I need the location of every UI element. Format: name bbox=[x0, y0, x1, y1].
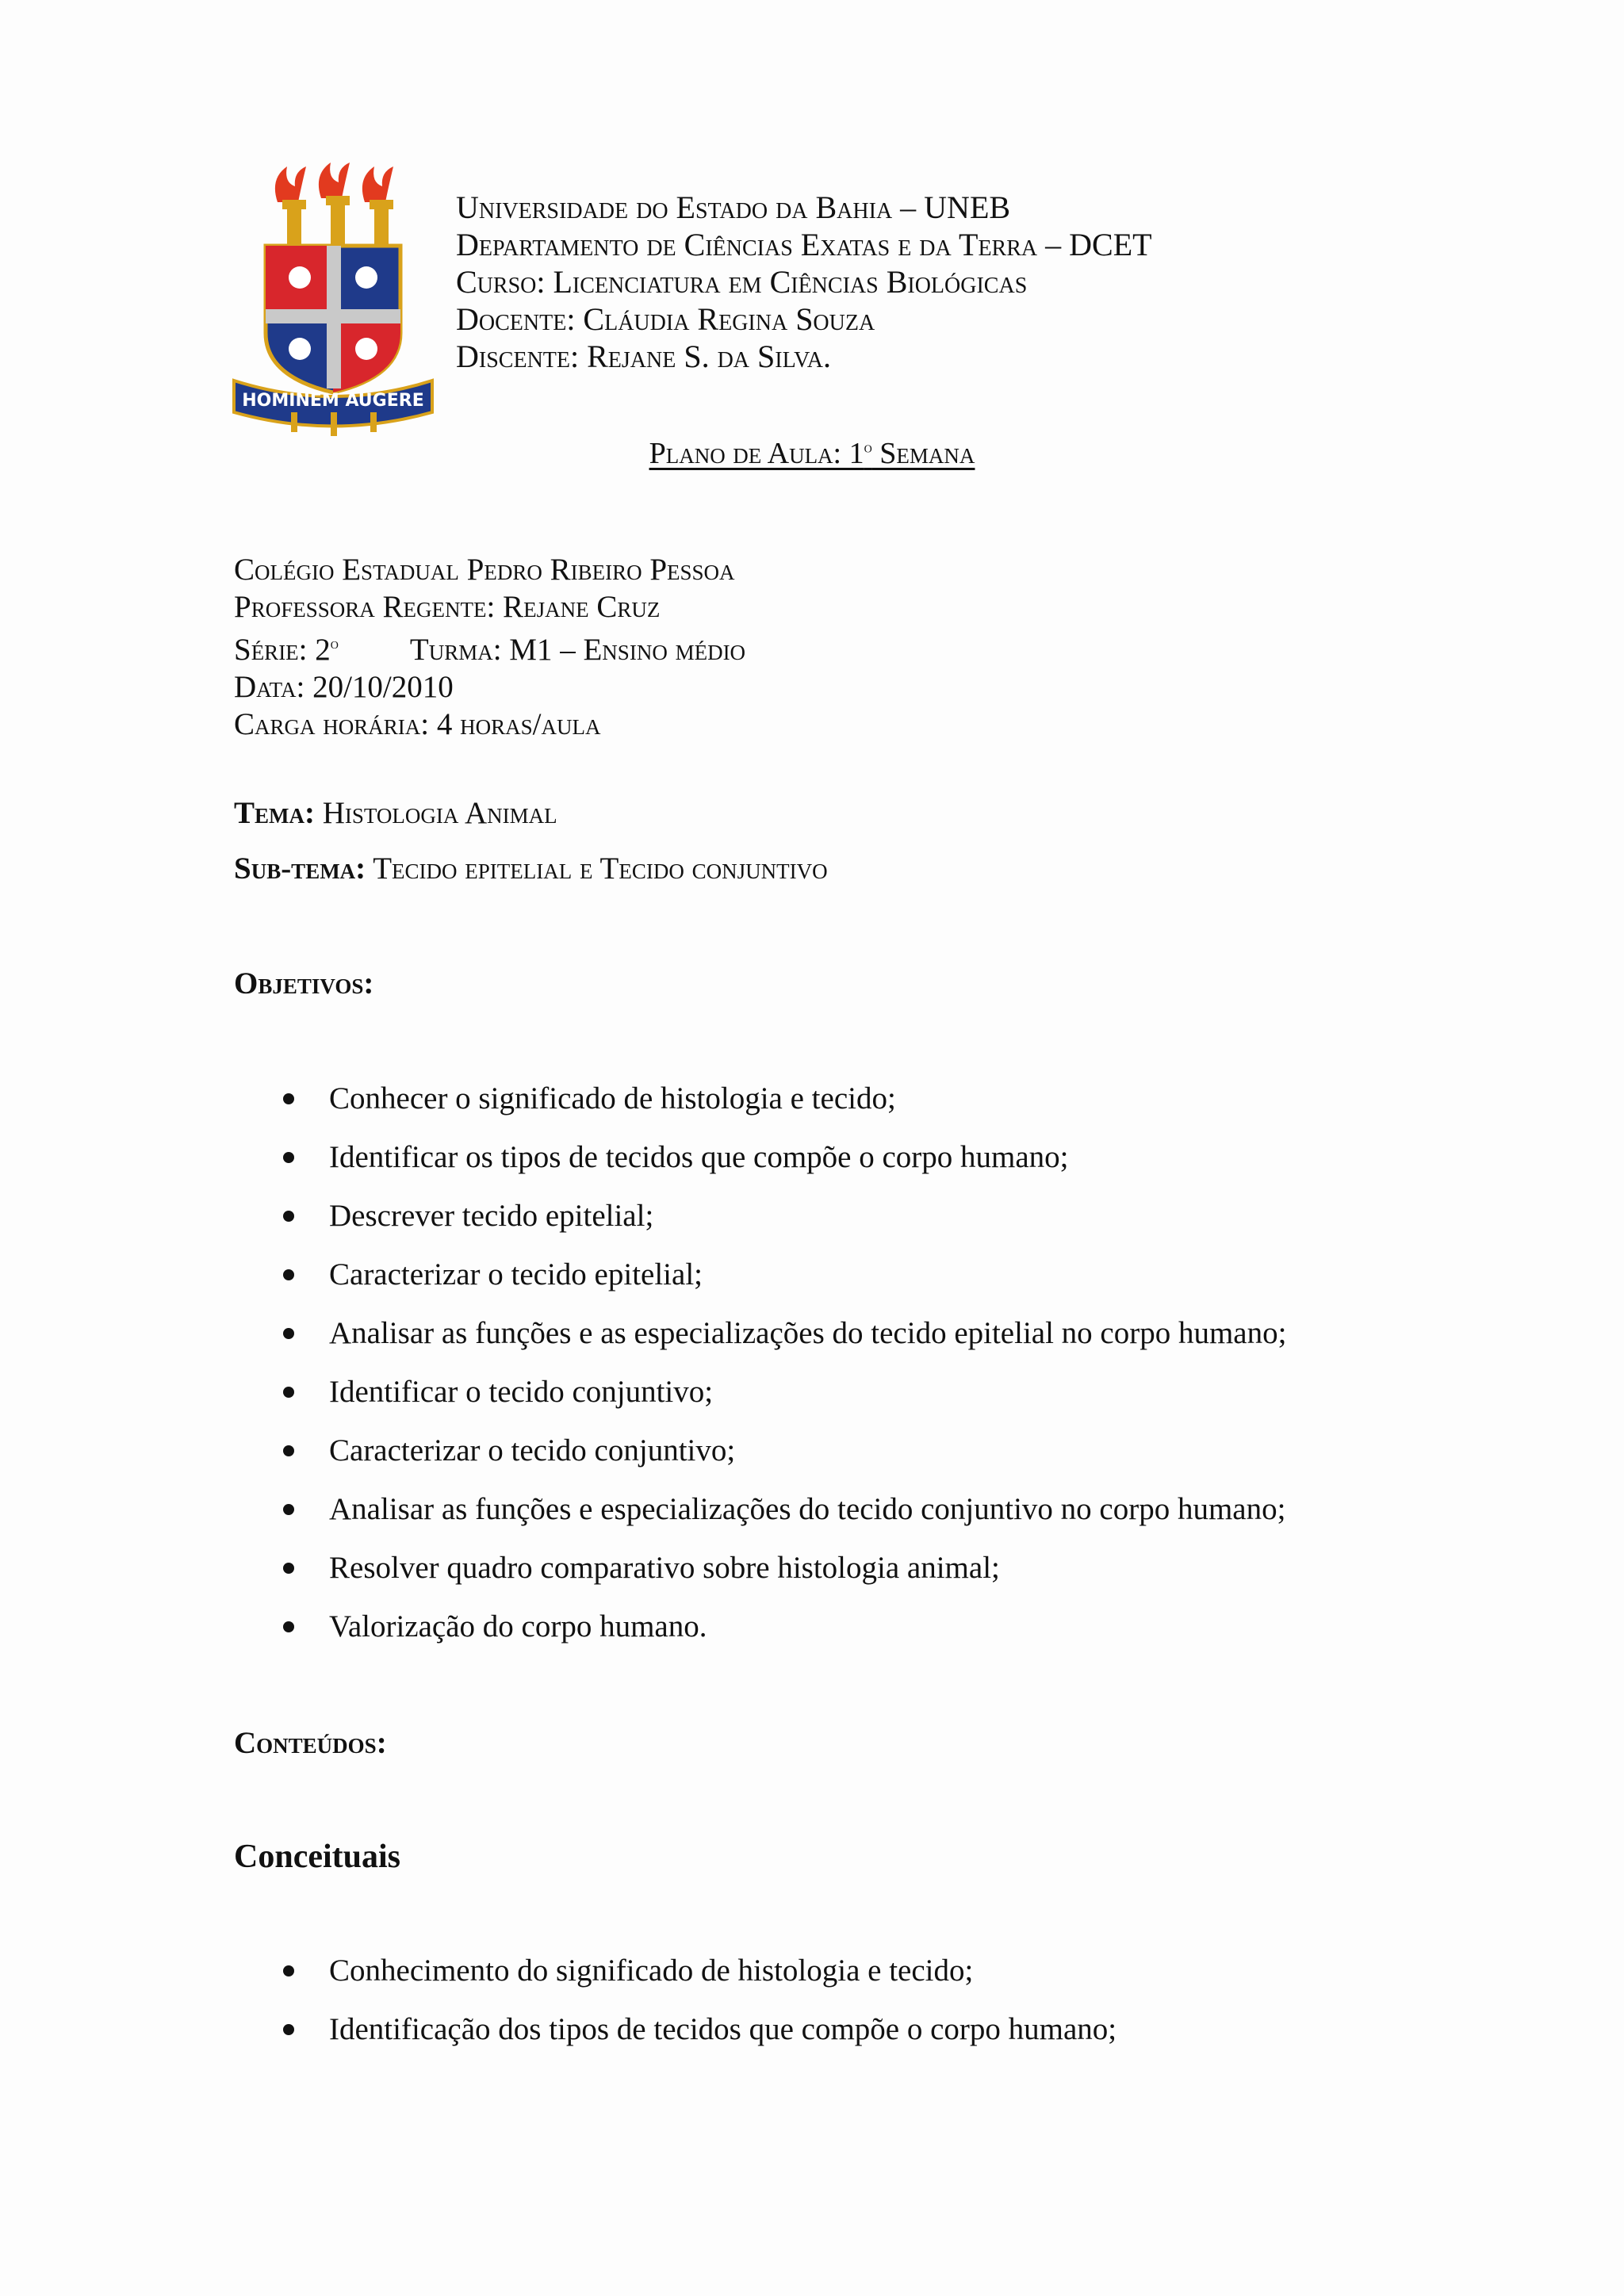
conteudos-heading: Conteúdos: bbox=[234, 1726, 387, 1760]
list-item bbox=[282, 1374, 1286, 1433]
subtema-line bbox=[234, 851, 828, 886]
bullet-icon bbox=[283, 1621, 294, 1632]
list-item bbox=[282, 1139, 1286, 1198]
tema-label: Tema: bbox=[234, 796, 315, 830]
list-item-text: Identificação dos tipos de tecidos que compõe o corpo humano; bbox=[329, 2012, 1117, 2046]
list-item bbox=[282, 1953, 1116, 2011]
workload-line: Carga horária: 4 horas/aula bbox=[234, 707, 601, 741]
torch-icon bbox=[362, 166, 393, 245]
serie-turma-line bbox=[234, 626, 745, 668]
regent-teacher: Professora Regente: Rejane Cruz bbox=[234, 590, 661, 624]
serie-label: Série: 2 bbox=[234, 633, 331, 667]
logo-motto: HOMINEM AUGERE bbox=[242, 391, 424, 411]
tema-line bbox=[234, 795, 557, 831]
teacher-line: Docente: Cláudia Regina Souza bbox=[456, 301, 875, 337]
turma-label: Turma: M1 – Ensino médio bbox=[409, 633, 746, 667]
institution-header bbox=[456, 189, 1152, 375]
list-item-text: Analisar as funções e especializações do tecido conjuntivo no corpo humano; bbox=[329, 1492, 1286, 1526]
tema-value: Histologia Animal bbox=[315, 796, 557, 830]
plan-title-suffix: Semana bbox=[871, 437, 975, 470]
list-item-text: Resolver quadro comparativo sobre histologia animal; bbox=[329, 1551, 1000, 1585]
bullet-icon bbox=[283, 1328, 294, 1339]
bullet-icon bbox=[283, 1152, 294, 1163]
bullet-icon bbox=[283, 1445, 294, 1456]
list-item bbox=[282, 1198, 1286, 1257]
list-item bbox=[282, 1081, 1286, 1139]
list-item-text: Caracterizar o tecido conjuntivo; bbox=[329, 1433, 736, 1468]
course-line: Curso: Licenciatura em Ciências Biológicas bbox=[456, 264, 1028, 300]
bullet-icon bbox=[283, 1387, 294, 1398]
bullet-icon bbox=[283, 1504, 294, 1515]
list-item-text: Analisar as funções e as especializações do tecido epitelial no corpo humano; bbox=[329, 1316, 1287, 1350]
bullet-icon bbox=[283, 1211, 294, 1222]
date-line: Data: 20/10/2010 bbox=[234, 670, 454, 704]
list-item bbox=[282, 1609, 1286, 1667]
list-item-text: Identificar os tipos de tecidos que compõe o corpo humano; bbox=[329, 1140, 1069, 1174]
torch-icon bbox=[275, 166, 306, 245]
bullet-icon bbox=[283, 2024, 294, 2035]
serie-ordinal: o bbox=[330, 635, 339, 652]
list-item bbox=[282, 2011, 1116, 2070]
bullet-icon bbox=[283, 1269, 294, 1280]
subtema-value: Tecido epitelial e Tecido conjuntivo bbox=[366, 851, 828, 886]
list-item bbox=[282, 1491, 1286, 1550]
list-item-text: Conhecimento do significado de histologia e tecido; bbox=[329, 1954, 974, 1988]
list-item bbox=[282, 1257, 1286, 1315]
list-item-text: Conhecer o significado de histologia e tecido; bbox=[329, 1081, 896, 1115]
torch-icon bbox=[319, 163, 350, 245]
conceituais-heading: Conceituais bbox=[234, 1839, 400, 1875]
plan-title bbox=[0, 436, 1624, 471]
list-item bbox=[282, 1550, 1286, 1609]
subtema-label: Sub-tema: bbox=[234, 851, 366, 886]
plan-title-ordinal: o bbox=[864, 438, 872, 457]
objetivos-list bbox=[282, 1081, 1286, 1667]
bullet-icon bbox=[283, 1093, 294, 1104]
list-item-text: Descrever tecido epitelial; bbox=[329, 1199, 654, 1233]
school-info bbox=[234, 551, 745, 743]
student-line: Discente: Rejane S. da Silva. bbox=[456, 339, 831, 374]
bullet-icon bbox=[283, 1563, 294, 1574]
school-name: Colégio Estadual Pedro Ribeiro Pessoa bbox=[234, 553, 735, 587]
uneb-coat-of-arms-logo bbox=[230, 159, 436, 440]
objetivos-heading: Objetivos: bbox=[234, 966, 374, 1001]
list-item-text: Caracterizar o tecido epitelial; bbox=[329, 1257, 703, 1292]
bullet-icon bbox=[283, 1965, 294, 1976]
list-item bbox=[282, 1315, 1286, 1374]
university-line: Universidade do Estado da Bahia – UNEB bbox=[456, 189, 1011, 225]
conteudos-list bbox=[282, 1953, 1116, 2070]
list-item bbox=[282, 1433, 1286, 1491]
list-item-text: Valorização do corpo humano. bbox=[329, 1609, 707, 1644]
plan-title-text: Plano de Aula: 1 bbox=[649, 437, 864, 470]
list-item-text: Identificar o tecido conjuntivo; bbox=[329, 1375, 714, 1409]
department-line: Departamento de Ciências Exatas e da Terra – DCET bbox=[456, 227, 1152, 262]
